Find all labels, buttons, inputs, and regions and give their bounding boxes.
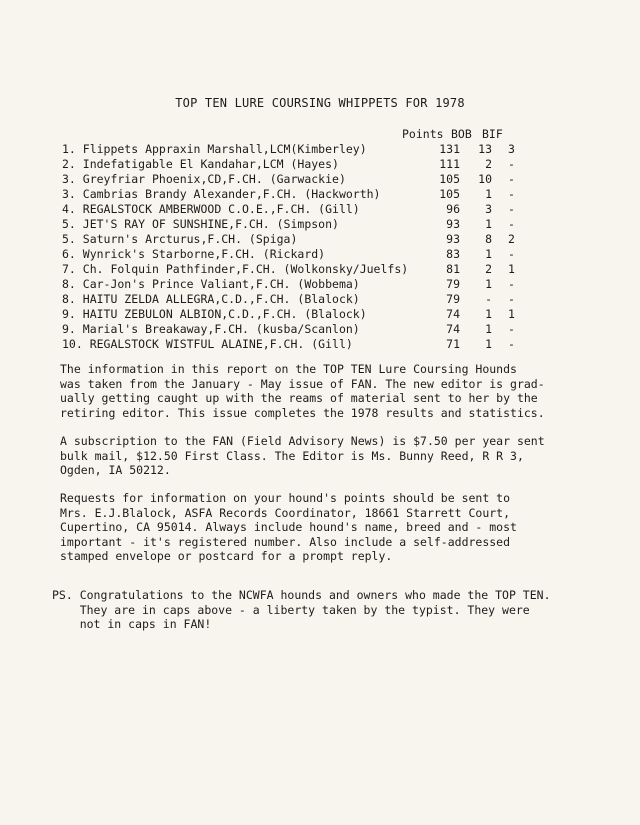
text-line: bulk mail, $12.50 First Class. The Editor is Ms. Bunny Reed, R R 3,: [60, 448, 524, 463]
hound-name: 5. JET'S RAY OF SUNSHINE,F.CH. (Simpson): [62, 217, 339, 231]
bif-value: -: [508, 172, 515, 186]
text-line: retiring editor. This issue completes the 1978 results and statistics.: [60, 405, 545, 420]
info-paragraph: [60, 362, 545, 420]
bob-value: -: [485, 292, 492, 306]
bob-value: 2: [485, 157, 492, 171]
bif-value: 1: [508, 262, 515, 276]
text-line: not in caps in FAN!: [52, 617, 212, 631]
bif-value: -: [508, 292, 515, 306]
points-value: 111: [439, 157, 460, 171]
points-value: 83: [446, 247, 460, 261]
points-value: 79: [446, 277, 460, 291]
text-line: They are in caps above - a liberty taken by the typist. They were: [52, 602, 530, 617]
bob-value: 1: [485, 187, 492, 201]
ranking-row: [62, 307, 622, 322]
text-line: The information in this report on the TOP TEN Lure Coursing Hounds: [60, 362, 517, 376]
hound-name: 7. Ch. Folquin Pathfinder,F.CH. (Wolkonsky/Juelfs): [62, 262, 409, 276]
hound-name: 3. Cambrias Brandy Alexander,F.CH. (Hackworth): [62, 187, 381, 201]
ranking-row: [62, 157, 622, 172]
text-line: important - it's registered number. Also include a self-addressed: [60, 534, 511, 549]
text-line: Ogden, IA 50212.: [60, 463, 171, 477]
hound-name: 10. REGALSTOCK WISTFUL ALAINE,F.CH. (Gill): [62, 337, 353, 351]
points-value: 74: [446, 322, 460, 336]
bif-value: 3: [508, 142, 515, 156]
ranking-row: [62, 187, 622, 202]
hound-name: 4. REGALSTOCK AMBERWOOD C.O.E.,F.CH. (Gill): [62, 202, 360, 216]
text-line: PS. Congratulations to the NCWFA hounds and owners who made the TOP TEN.: [52, 588, 551, 602]
points-value: 93: [446, 217, 460, 231]
bif-value: 2: [508, 232, 515, 246]
bob-value: 3: [485, 202, 492, 216]
requests-paragraph: [60, 491, 517, 564]
points-value: 74: [446, 307, 460, 321]
points-value: 71: [446, 337, 460, 351]
ranking-row: [62, 262, 622, 277]
text-line: A subscription to the FAN (Field Advisory News) is $7.50 per year sent: [60, 434, 545, 448]
points-column-header: Points: [402, 127, 444, 141]
ranking-row: [62, 322, 622, 337]
bif-value: -: [508, 157, 515, 171]
hound-name: 5. Saturn's Arcturus,F.CH. (Spiga): [62, 232, 298, 246]
text-line: Cupertino, CA 95014. Always include hound's name, breed and - most: [60, 520, 517, 534]
text-line: stamped envelope or postcard for a prompt reply.: [60, 549, 393, 563]
bob-value: 1: [485, 322, 492, 336]
subscription-paragraph: [60, 434, 545, 478]
ranking-row: [62, 142, 622, 157]
points-value: 79: [446, 292, 460, 306]
hound-name: 8. Car-Jon's Prince Valiant,F.CH. (Wobbema): [62, 277, 360, 291]
ranking-row: [62, 292, 622, 307]
bob-value: 1: [485, 247, 492, 261]
hound-name: 9. Marial's Breakaway,F.CH. (kusba/Scanlon): [62, 322, 360, 336]
bob-value: 1: [485, 277, 492, 291]
bif-value: -: [508, 337, 515, 351]
bob-value: 13: [478, 142, 492, 156]
ranking-row: [62, 247, 622, 262]
bob-value: 8: [485, 232, 492, 246]
bob-value: 10: [478, 172, 492, 186]
ranking-row: [62, 277, 622, 292]
ranking-row: [62, 217, 622, 232]
ranking-row: [62, 337, 622, 352]
bob-column-header: BOB: [451, 127, 472, 141]
ranking-row: [62, 232, 622, 247]
points-value: 105: [439, 187, 460, 201]
text-line: ually getting caught up with the reams of material sent to her by the: [60, 391, 538, 405]
bif-value: -: [508, 247, 515, 261]
points-value: 131: [439, 142, 460, 156]
bif-value: -: [508, 217, 515, 231]
text-line: was taken from the January - May issue of FAN. The new editor is grad-: [60, 376, 545, 391]
hound-name: 9. HAITU ZEBULON ALBION,C.D.,F.CH. (Blalock): [62, 307, 367, 321]
points-value: 81: [446, 262, 460, 276]
ranking-row: [62, 172, 622, 187]
bif-value: -: [508, 187, 515, 201]
text-line: Requests for information on your hound's points should be sent to: [60, 491, 511, 505]
hound-name: 8. HAITU ZELDA ALLEGRA,C.D.,F.CH. (Blalock): [62, 292, 360, 306]
points-value: 96: [446, 202, 460, 216]
bif-value: 1: [508, 307, 515, 321]
hound-name: 3. Greyfriar Phoenix,CD,F.CH. (Garwackie): [62, 172, 346, 186]
points-value: 105: [439, 172, 460, 186]
bif-value: -: [508, 202, 515, 216]
ranking-row: [62, 202, 622, 217]
hound-name: 2. Indefatigable El Kandahar,LCM (Hayes): [62, 157, 339, 171]
hound-name: 6. Wynrick's Starborne,F.CH. (Rickard): [62, 247, 326, 261]
document-title: TOP TEN LURE COURSING WHIPPETS FOR 1978: [175, 96, 465, 110]
text-line: Mrs. E.J.Blalock, ASFA Records Coordinator, 18661 Starrett Court,: [60, 505, 511, 520]
bob-value: 2: [485, 262, 492, 276]
bif-column-header: BIF: [482, 127, 503, 141]
hound-name: 1. Flippets Appraxin Marshall,LCM(Kimberley): [62, 142, 367, 156]
bob-value: 1: [485, 217, 492, 231]
ps-paragraph: [52, 588, 551, 632]
points-value: 93: [446, 232, 460, 246]
bif-value: -: [508, 277, 515, 291]
bif-value: -: [508, 322, 515, 336]
bob-value: 1: [485, 307, 492, 321]
bob-value: 1: [485, 337, 492, 351]
